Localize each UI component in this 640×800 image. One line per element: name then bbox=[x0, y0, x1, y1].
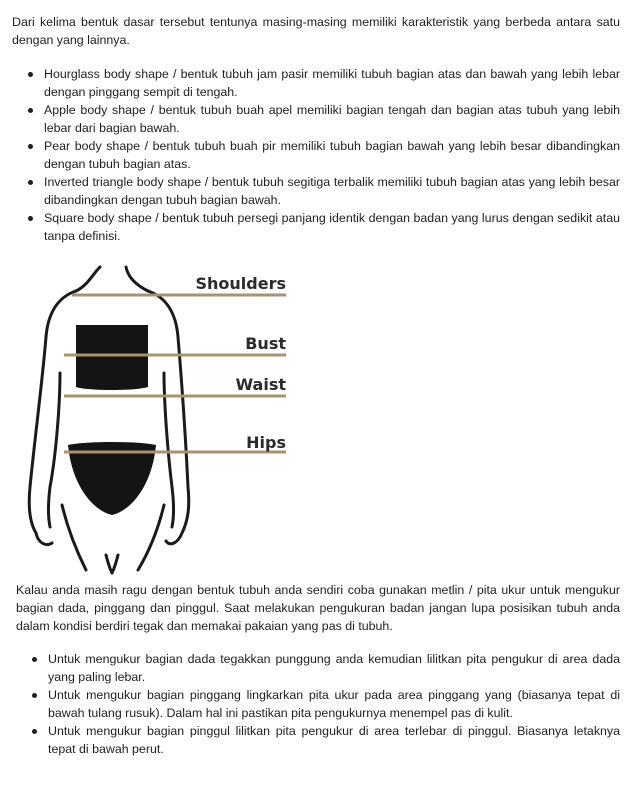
list-item: Hourglass body shape / bentuk tubuh jam pasir memiliki tubuh bagian atas dan bawah yang lebih lebar dengan pinggang sempit di tengah. bbox=[28, 65, 620, 101]
body-measurement-illustration bbox=[20, 255, 300, 575]
waist-label: Waist bbox=[235, 375, 286, 394]
hips-label: Hips bbox=[246, 433, 286, 452]
body-shape-list bbox=[28, 65, 620, 245]
measure-paragraph: Kalau anda masih ragu dengan bentuk tubuh anda sendiri coba gunakan metlin / pita ukur untuk mengukur bagian dada, pinggang dan pinggul. Saat melakukan pengukuran badan jangan lupa posisikan tubuh anda dalam kondisi berdiri tegak dan memakai pakaian yang pas di tubuh. bbox=[16, 583, 620, 633]
list-item: Untuk mengukur bagian dada tegakkan punggung anda kemudian lilitkan pita pengukur di area dada yang paling lebar. bbox=[32, 650, 620, 686]
top-garment bbox=[76, 325, 148, 390]
bust-label: Bust bbox=[245, 334, 286, 353]
intro-paragraph: Dari kelima bentuk dasar tersebut tentunya masing-masing memiliki karakteristik yang berbeda antara satu dengan yang lainnya. bbox=[12, 15, 620, 47]
measurement-tips-list bbox=[32, 650, 620, 758]
list-item: Apple body shape / bentuk tubuh buah apel memiliki bagian tengah dan bagian atas tubuh yang lebih lebar dari bagian bawah. bbox=[28, 101, 620, 137]
body-outline bbox=[29, 267, 189, 573]
shoulders-label: Shoulders bbox=[195, 274, 286, 293]
list-item: Pear body shape / bentuk tubuh buah pir memiliki tubuh bagian bawah yang lebih besar dibandingkan dengan tubuh bagian atas. bbox=[28, 137, 620, 173]
list-item: Untuk mengukur bagian pinggang lingkarkan pita ukur pada area pinggang yang (biasanya tepat di bawah tulang rusuk). Dalam hal ini pastikan pita pengukurnya menempel pas di kulit. bbox=[32, 686, 620, 722]
list-item: Inverted triangle body shape / bentuk tubuh segitiga terbalik memiliki tubuh bagian atas yang lebih besar dibandingkan dengan tubuh bagian bawah. bbox=[28, 173, 620, 209]
list-item: Square body shape / bentuk tubuh persegi panjang identik dengan badan yang lurus dengan sedikit atau tanpa definisi. bbox=[28, 209, 620, 245]
body-measurement-figure bbox=[20, 255, 300, 575]
list-item: Untuk mengukur bagian pinggul lilitkan pita pengukur di area terlebar di pinggul. Biasanya letaknya tepat di bawah perut. bbox=[32, 722, 620, 758]
